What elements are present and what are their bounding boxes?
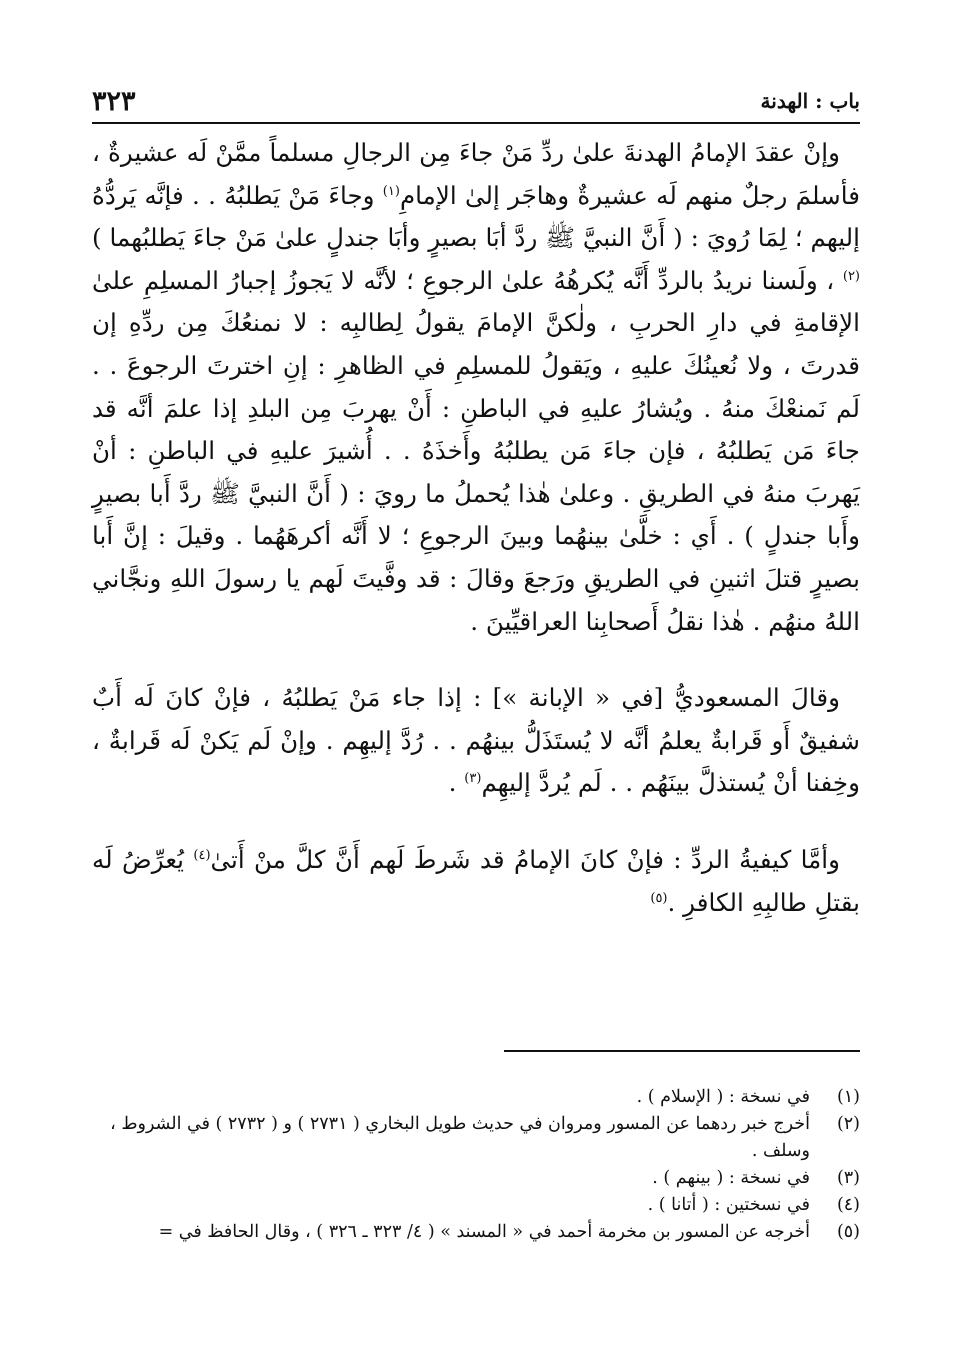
footnote-item <box>92 1084 860 1111</box>
footnote-ref-4: (٤) <box>193 847 211 863</box>
footnote-item <box>92 1219 860 1246</box>
footnote-item <box>92 1192 860 1219</box>
header-rule <box>92 122 860 124</box>
text-segment: وجاءَ مَنْ يَطلبُهُ . . فإنَّه يَردُّهُ إليهم ؛ لِمَا رُويَ : ( أَنَّ النبيَّ ﷺ ردَّ أبَا بصيرٍ وأبَا جندلٍ علىٰ مَنْ جاءَ يَطلبُهما ) <box>92 180 860 253</box>
footnotes <box>92 1084 860 1246</box>
chapter-title: باب : الهدنة <box>760 89 860 113</box>
footnote-ref-5: (٥) <box>650 890 668 906</box>
footnote-item <box>92 1111 860 1165</box>
text-segment: ، ولَسنا نريدُ بالردِّ أَنَّه يُكرهُهُ علىٰ الرجوعِ ؛ لأنَّه لا يَجوزُ إجبارُ المسلِمِ علىٰ الإقامةِ في دارِ الحربِ ، ولٰكنَّ الإمامَ يقولُ لِطالبِه : لا نمنعُكَ مِن ردِّهِ إن قدرتَ ، ولا نُعينُكَ عليهِ ، ويَقولُ للمسلِمِ في الظاهرِ : إنِ اخترتَ الرجوعَ . . لَم نَمنعْكَ منهُ . ويُشارُ عليهِ في الباطنِ : أَنْ يهربَ مِن البلدِ إذا علمَ أنَّه قد جاءَ مَن يَطلبُهُ ، فإن جاءَ مَن يطلبُهُ وأَخذَهُ . . أُشيرَ عليهِ في الباطنِ : أنْ يَهربَ منهُ في الطريقِ . وعلىٰ هٰذا يُحملُ ما رويَ : ( أَنَّ النبيَّ ﷺ ردَّ أَبا بصيرٍ وأَبا جندلٍ ) . أَي : خلَّىٰ بينهُما وبينَ الرجوعِ ؛ لا أَنَّه أكرهَهُما . وقيلَ : إنَّ أَبا بصيرٍ قتلَ اثنينِ في الطريقِ ورَجعَ وقالَ : قد وفَّيتَ لَهم يا رسولَ اللهِ ونجَّاني اللهُ منهُم . هٰذا نقلُ أَصحابِنا العراقيِّينَ . <box>92 265 860 636</box>
footnote-number: (٤) <box>836 1195 860 1215</box>
page-number: ٣٢٣ <box>92 85 136 117</box>
footnote-number: (٥) <box>836 1222 860 1242</box>
footnote-text: في نسخة : ( الإسلام ) . <box>636 1087 810 1107</box>
footnote-ref-2: (٢) <box>842 268 860 284</box>
paragraph-2 <box>92 677 860 805</box>
page-header <box>92 84 860 118</box>
footnote-number: (١) <box>836 1087 860 1107</box>
footnote-text: أخرج خبر ردهما عن المسور ومروان في حديث طويل البخاري ( ٢٧٣١ ) و ( ٢٧٣٢ ) في الشروط ، وسلف . <box>110 1114 810 1161</box>
footnote-item <box>92 1165 860 1192</box>
text-segment: يُعرِّضُ لَه بقتلِ طالبِهِ الكافرِ . <box>92 844 860 917</box>
footnote-separator <box>504 1050 860 1052</box>
text-segment: . <box>448 768 465 798</box>
footnote-text: في نسختين : ( أتانا ) . <box>647 1195 810 1215</box>
footnote-number: (٣) <box>836 1168 860 1188</box>
text-segment: وإنْ عقدَ الإمامُ الهدنةَ علىٰ ردِّ مَنْ جاءَ مِن الرجالِ مسلماً ممَّنْ لَه عشيرةٌ ، فأسلمَ رجلٌ منهم لَه عشيرةٌ وهاجَر إلىٰ الإمامِ <box>92 138 860 210</box>
text-segment: وقالَ المسعوديُّ [في « الإبانة »] : إذا جاء مَنْ يَطلبُهُ ، فإنْ كانَ لَه أَبٌ شفيقٌ أَو قَرابةٌ يعلمُ أنَّه لا يُستَذَلُّ بينهُم . . رُدَّ إليهِم . وإنْ لَم يَكنْ لَه قَرابةٌ ، وخِفنا أنْ يُستذلَّ بينَهُم . . لَم يُردَّ إليهِم <box>92 683 860 798</box>
footnote-text: في نسخة : ( بينهم ) . <box>652 1168 810 1188</box>
paragraph-1 <box>92 132 860 643</box>
text-segment: وأمَّا كيفيةُ الردِّ : فإنْ كانَ الإمامُ قد شَرطَ لَهم أَنَّ كلَّ منْ أَتىٰ <box>210 844 841 874</box>
footnote-text: أخرجه عن المسور بن مخرمة أحمد في « المسند » ( ٤/ ٣٢٣ ـ ٣٢٦ ) ، وقال الحافظ في = <box>158 1222 810 1242</box>
footnote-ref-1: (١) <box>382 183 400 199</box>
paragraph-3 <box>92 839 860 924</box>
main-text <box>92 132 860 924</box>
footnote-number: (٢) <box>836 1114 860 1134</box>
footnote-ref-3: (٣) <box>464 771 482 787</box>
